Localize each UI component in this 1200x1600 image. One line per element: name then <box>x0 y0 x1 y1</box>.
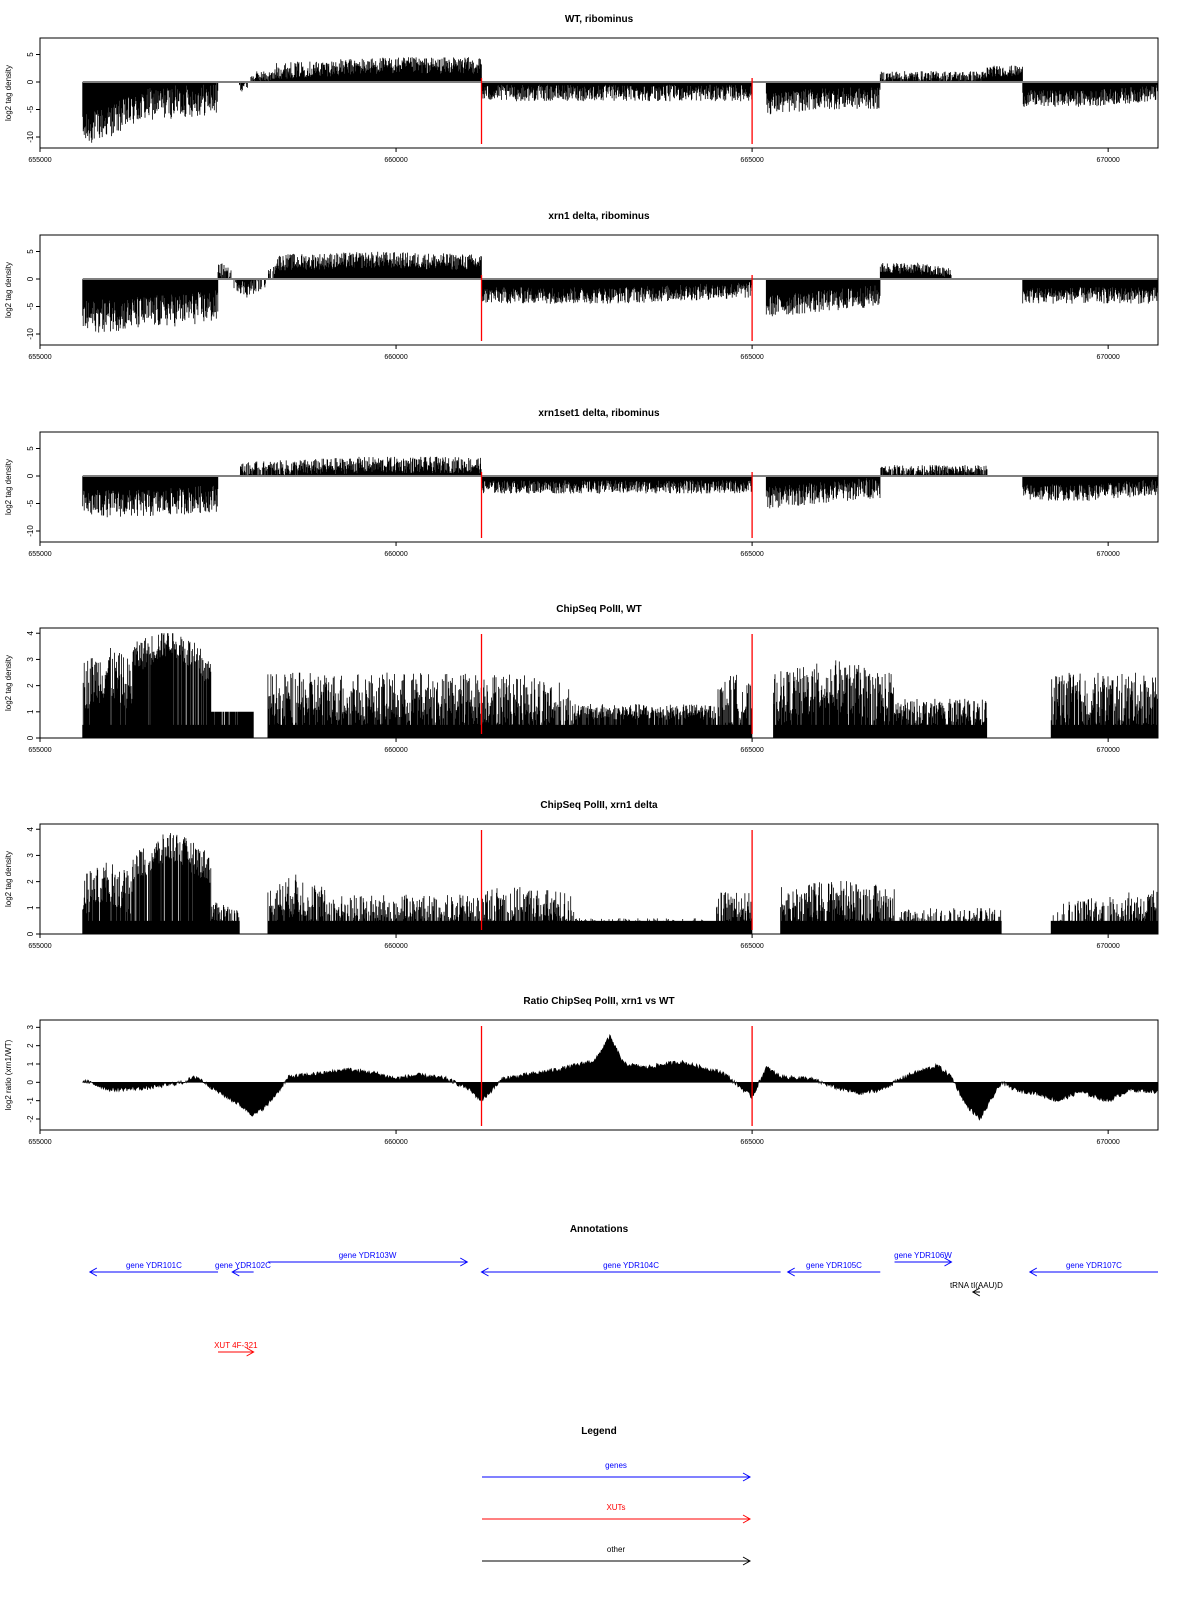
y-axis-label: log2 ratio (xrn1/WT) <box>4 1039 13 1111</box>
annotation-5 <box>894 1251 952 1266</box>
panel-2 <box>4 211 1158 361</box>
x-tick-label: 665000 <box>740 157 764 164</box>
x-tick-label: 655000 <box>28 157 52 164</box>
y-tick-label: 0 <box>26 276 35 282</box>
signal <box>83 252 1158 333</box>
annotation-label: tRNA tI(AAU)D <box>949 1281 1003 1290</box>
y-tick-label: 0 <box>26 79 35 85</box>
panel-title: ChipSeq PolII, WT <box>556 604 642 615</box>
annotation-6 <box>950 1281 1003 1296</box>
y-axis-label: log2 tag density <box>4 850 13 908</box>
x-tick-label: 655000 <box>28 943 52 950</box>
annotation-1 <box>215 1261 271 1276</box>
annotation-3 <box>482 1261 781 1276</box>
y-axis-label: log2 tag density <box>4 261 13 319</box>
y-tick-label: 3 <box>26 853 35 858</box>
panel-3 <box>4 408 1158 558</box>
y-tick-label: -2 <box>26 1115 35 1123</box>
annotation-label: gene YDR102C <box>215 1261 271 1270</box>
y-tick-label: 2 <box>26 879 35 884</box>
legend-label: other <box>606 1545 626 1554</box>
y-tick-label: 2 <box>26 1043 35 1048</box>
annotation-label: gene YDR106W <box>894 1251 952 1260</box>
annotation-label: gene YDR101C <box>125 1261 182 1270</box>
signal <box>83 57 1158 143</box>
x-tick-label: 660000 <box>384 943 408 950</box>
legend-panel <box>482 1426 750 1565</box>
x-tick-label: 660000 <box>384 354 408 361</box>
y-tick-label: 3 <box>26 657 35 662</box>
x-tick-label: 660000 <box>384 551 408 558</box>
x-tick-label: 655000 <box>28 551 52 558</box>
panel-title: WT, ribominus <box>564 14 634 25</box>
annotation-0 <box>90 1261 218 1276</box>
legend-entry-other <box>482 1545 750 1565</box>
x-tick-label: 670000 <box>1096 943 1120 950</box>
x-tick-label: 660000 <box>384 747 408 754</box>
y-tick-label: 0 <box>26 473 35 479</box>
x-tick-label: 670000 <box>1096 551 1120 558</box>
annotations-panel <box>90 1224 1158 1356</box>
y-tick-label: 1 <box>26 905 35 911</box>
x-tick-label: 655000 <box>28 1139 52 1146</box>
annotation-label: gene YDR104C <box>603 1261 659 1270</box>
y-tick-label: -10 <box>26 131 35 143</box>
panel-title: Ratio ChipSeq PolII, xrn1 vs WT <box>523 996 675 1007</box>
x-tick-label: 665000 <box>740 747 764 754</box>
panel-title: xrn1set1 delta, ribominus <box>538 408 660 419</box>
annotation-label: gene YDR103W <box>338 1251 397 1260</box>
x-tick-label: 660000 <box>384 1139 408 1146</box>
y-tick-label: 5 <box>26 446 35 451</box>
panel-5 <box>4 800 1158 950</box>
x-tick-label: 670000 <box>1096 157 1120 164</box>
legend-label: genes <box>605 1461 627 1470</box>
y-tick-label: 4 <box>26 827 35 832</box>
y-tick-label: -5 <box>26 105 35 114</box>
legend-entry-XUTs <box>482 1503 750 1523</box>
panel-1 <box>4 14 1158 164</box>
x-tick-label: 655000 <box>28 747 52 754</box>
y-axis-label: log2 tag density <box>4 64 13 122</box>
panel-6 <box>4 996 1158 1146</box>
x-tick-label: 655000 <box>28 354 52 361</box>
signal <box>83 633 1158 738</box>
annotation-8 <box>214 1341 258 1356</box>
x-tick-label: 665000 <box>740 943 764 950</box>
signal-bars <box>83 252 1158 333</box>
y-tick-label: -10 <box>26 328 35 340</box>
signal <box>83 457 1158 517</box>
annotation-label: gene YDR105C <box>806 1261 862 1270</box>
legend-entry-genes <box>482 1461 750 1481</box>
y-tick-label: 3 <box>26 1025 35 1030</box>
y-tick-label: 5 <box>26 249 35 254</box>
y-tick-label: 2 <box>26 683 35 688</box>
annotation-2 <box>268 1251 467 1266</box>
signal-bars <box>83 833 1158 934</box>
y-axis-label: log2 tag density <box>4 458 13 516</box>
x-tick-label: 665000 <box>740 551 764 558</box>
panel-title: ChipSeq PolII, xrn1 delta <box>540 800 658 811</box>
legend-label: XUTs <box>606 1503 626 1512</box>
panel-title: xrn1 delta, ribominus <box>548 211 650 222</box>
y-tick-label: 0 <box>26 735 35 741</box>
y-tick-label: -5 <box>26 302 35 311</box>
y-axis-label: log2 tag density <box>4 654 13 712</box>
signal <box>83 1035 1158 1120</box>
y-tick-label: 4 <box>26 631 35 636</box>
x-tick-label: 660000 <box>384 157 408 164</box>
annotation-label: XUT 4F-321 <box>214 1341 258 1350</box>
ratio-area <box>83 1035 1158 1120</box>
annotations-title: Annotations <box>569 1224 629 1235</box>
signal-bars <box>83 457 1158 517</box>
y-tick-label: -5 <box>26 499 35 508</box>
annotation-label: gene YDR107C <box>1065 1261 1122 1270</box>
signal-bars <box>83 633 1158 738</box>
annotation-4 <box>788 1261 881 1276</box>
y-tick-label: 0 <box>26 931 35 937</box>
x-tick-label: 665000 <box>740 354 764 361</box>
y-tick-label: 0 <box>26 1080 35 1085</box>
y-tick-label: -1 <box>26 1097 35 1105</box>
x-tick-label: 670000 <box>1096 1139 1120 1146</box>
panel-4 <box>4 604 1158 754</box>
annotation-7 <box>1030 1261 1158 1276</box>
y-tick-label: 1 <box>26 1061 35 1067</box>
y-tick-label: 1 <box>26 709 35 715</box>
y-tick-label: -10 <box>26 525 35 537</box>
x-tick-label: 670000 <box>1096 747 1120 754</box>
signal-bars <box>83 57 1158 143</box>
y-tick-label: 5 <box>26 52 35 57</box>
x-tick-label: 665000 <box>740 1139 764 1146</box>
legend-title: Legend <box>581 1426 617 1437</box>
signal <box>83 833 1158 934</box>
x-tick-label: 670000 <box>1096 354 1120 361</box>
